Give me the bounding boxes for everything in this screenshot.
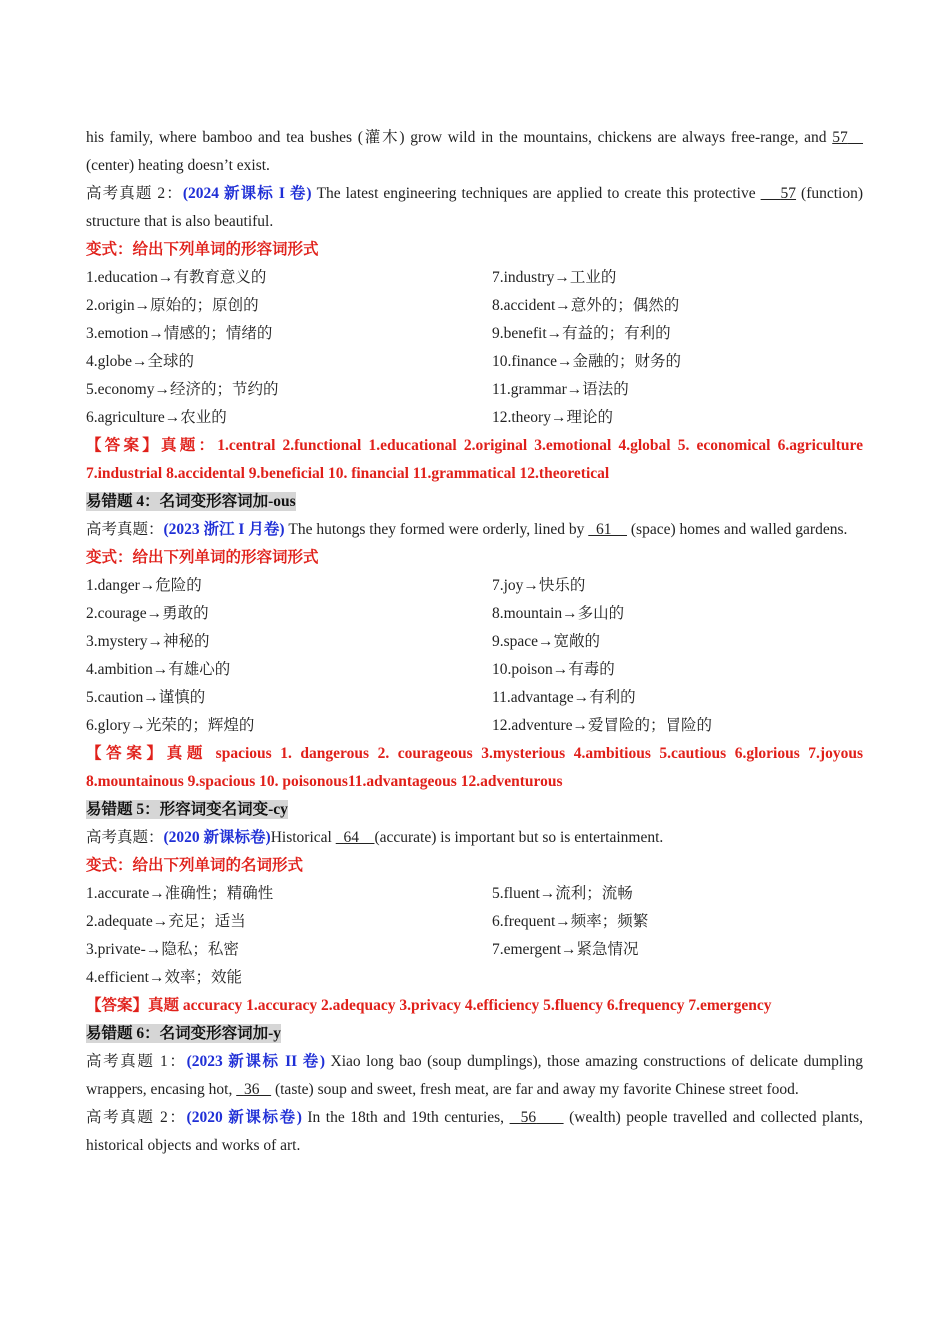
list-item: 8.mountain→多山的 (492, 605, 625, 622)
blank-61: 61 (596, 521, 612, 538)
exam2-paragraph: 高考真题 2：(2024 新课标 I 卷) The latest engineering techniques are applied to create this protective 57 (function) structure that is also beautiful. (86, 185, 864, 230)
list-item: 10.finance→金融的；财务的 (492, 353, 681, 370)
list-item: 11.grammar→语法的 (492, 381, 629, 398)
list-item: 7.industry→工业的 (492, 269, 617, 286)
exam-paragraph-4: 高考真题：(2023 浙江 I 月卷) The hutongs they formed were orderly, lined by 61 (space) homes and walled gardens. (86, 521, 848, 538)
list-item (492, 964, 863, 992)
exam1-paragraph-6: 高考真题 1：(2023 新课标 II 卷) Xiao long bao (soup dumplings), those amazing constructions of delicate dumpling wrappers, encasing hot, 36 (taste) soup and sweet, fresh meat, are far and away my favorite Chinese street food. (86, 1053, 863, 1098)
list-item: 3.emotion→情感的；情绪的 (86, 325, 273, 342)
answer-sec4: 【答案】真题 spacious 1. dangerous 2. courageous 3.mysterious 4.ambitious 5.cautious 6.glorious 7.joyous 8.mountainous 9.spacious 10. poisonous11.advantageous 12.adventurous (86, 745, 863, 790)
list-item: 2.courage→勇敢的 (86, 605, 209, 622)
list-item: 1.danger→危险的 (86, 577, 202, 594)
list-item: 5.fluent→流利；流畅 (492, 885, 633, 902)
exam-source: (2024 新课标 I 卷) (182, 185, 312, 202)
variant-label: 变式：给出下列单词的名词形式 (86, 857, 304, 874)
exam-paragraph-5: 高考真题：(2020 新课标卷)Historical 64 (accurate) is important but so is entertainment. (86, 829, 664, 846)
list-item: 12.theory→理论的 (492, 409, 613, 426)
exam-source: (2020 新课标卷) (163, 829, 271, 846)
section-heading-6: 易错题 6：名词变形容词加-y (86, 1025, 282, 1042)
list-item: 11.advantage→有利的 (492, 689, 636, 706)
blank-57a: 57 (832, 129, 848, 146)
list-item: 12.adventure→爱冒险的；冒险的 (492, 717, 712, 734)
exam2-paragraph-6: 高考真题 2：(2020 新课标卷) In the 18th and 19th centuries, 56 (wealth) people travelled and collected plants, historical objects and works of art. (86, 1109, 863, 1154)
list-item: 7.emergent→紧急情况 (492, 941, 639, 958)
answer-sec5: 【答案】真题 accuracy 1.accuracy 2.adequacy 3.privacy 4.efficiency 5.fluency 6.frequency 7.emergency (86, 997, 772, 1014)
list-item: 9.benefit→有益的；有利的 (492, 325, 671, 342)
list-item: 3.private-→隐私；私密 (86, 941, 239, 958)
word-list-sec3 (86, 264, 863, 432)
intro-text: his family, where bamboo and tea bushes (灌木) grow wild in the mountains, chickens are always free-range, and (86, 129, 827, 146)
list-item: 9.space→宽敞的 (492, 633, 601, 650)
intro-paragraph (86, 124, 863, 180)
list-item: 4.ambition→有雄心的 (86, 661, 231, 678)
list-item: 2.adequate→充足；适当 (86, 913, 246, 930)
exam-source: (2020 新课标卷) (186, 1109, 302, 1126)
list-item: 8.accident→意外的；偶然的 (492, 297, 680, 314)
word-list-sec4 (86, 572, 863, 740)
section-heading-5: 易错题 5：形容词变名词变-cy (86, 801, 288, 818)
list-item: 1.accurate→准确性；精确性 (86, 885, 274, 902)
list-item: 10.poison→有毒的 (492, 661, 615, 678)
list-item: 7.joy→快乐的 (492, 577, 586, 594)
list-item: 6.frequent→频率；频繁 (492, 913, 649, 930)
section-heading-4: 易错题 4：名词变形容词加-ous (86, 493, 296, 510)
list-item: 6.glory→光荣的；辉煌的 (86, 717, 255, 734)
list-item: 2.origin→原始的；原创的 (86, 297, 259, 314)
list-item: 4.efficient→效率；效能 (86, 969, 242, 986)
list-item: 4.globe→全球的 (86, 353, 195, 370)
intro-rest: (center) heating doesn’t exist. (86, 157, 270, 174)
document-page (86, 124, 863, 1160)
list-item: 1.education→有教育意义的 (86, 269, 267, 286)
exam-source: (2023 新课标 II 卷) (186, 1053, 326, 1070)
list-item: 3.mystery→神秘的 (86, 633, 210, 650)
blank-36: 36 (243, 1081, 260, 1098)
variant-label: 变式：给出下列单词的形容词形式 (86, 241, 319, 258)
list-item: 6.agriculture→农业的 (86, 409, 227, 426)
exam-source: (2023 浙江 I 月卷) (163, 521, 285, 538)
list-item: 5.caution→谨慎的 (86, 689, 206, 706)
blank-57b: 57 (780, 185, 797, 202)
blank-56: 56 (520, 1109, 537, 1126)
word-list-sec5 (86, 880, 863, 992)
answer-sec3: 【答案】真题：1.central 2.functional 1.educational 2.original 3.emotional 4.global 5. economical 6.agriculture 7.industrial 8.accidental 9.beneficial 10. financial 11.grammatical 12.theoretical (86, 437, 863, 482)
list-item: 5.economy→经济的；节约的 (86, 381, 279, 398)
blank-64: 64 (343, 829, 359, 846)
variant-label: 变式：给出下列单词的形容词形式 (86, 549, 319, 566)
